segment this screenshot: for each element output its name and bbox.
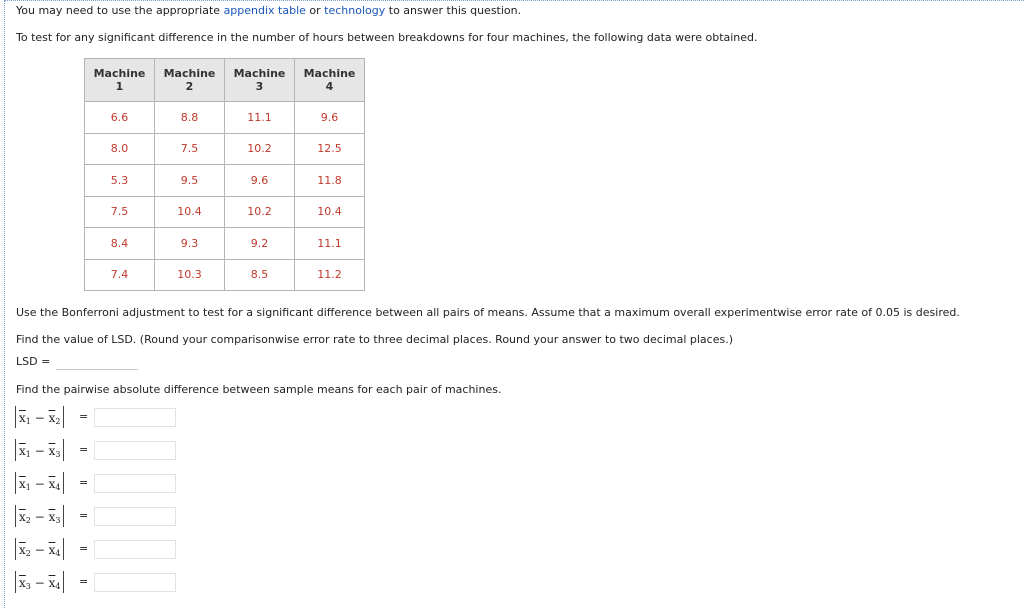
intro-middle: or (305, 4, 325, 17)
table-row (85, 102, 365, 134)
table-cell: 11.1 (295, 228, 365, 260)
header-machine-1: Machine 1 (85, 59, 155, 102)
pair-row-2-4 (15, 538, 185, 560)
diff-input-1-4[interactable] (94, 474, 176, 493)
equals-sign: = (79, 509, 89, 522)
pair-row-1-3 (15, 439, 185, 461)
table-cell: 7.4 (85, 259, 155, 291)
diff-input-2-3[interactable] (94, 507, 176, 526)
table-cell: 8.4 (85, 228, 155, 260)
diff-input-2-4[interactable] (94, 540, 176, 559)
top-border (4, 0, 1024, 1)
equals-sign: = (79, 443, 89, 456)
abs-diff-expression: $\overline{x}_1 - \overline{x}_2$ (15, 406, 64, 428)
machine-data-table (84, 58, 365, 291)
table-row (85, 165, 365, 197)
table-cell: 10.3 (155, 259, 225, 291)
table-cell: 10.4 (155, 196, 225, 228)
table-header-row (85, 59, 365, 102)
table-cell: 10.2 (225, 196, 295, 228)
table-cell: 8.0 (85, 133, 155, 165)
table-cell: 8.5 (225, 259, 295, 291)
table-cell: 9.2 (225, 228, 295, 260)
equals-sign: = (79, 575, 89, 588)
table-cell: 11.1 (225, 102, 295, 134)
abs-diff-expression: $\overline{x}_1 - \overline{x}_3$ (15, 439, 64, 461)
table-cell: 11.8 (295, 165, 365, 197)
pairwise-instructions: Find the pairwise absolute difference between sample means for each pair of machines. (16, 383, 502, 396)
table-row (85, 259, 365, 291)
pair-row-3-4 (15, 571, 185, 593)
left-border (4, 0, 5, 608)
abs-diff-expression: $\overline{x}_2 - \overline{x}_4$ (15, 538, 64, 560)
header-machine-3: Machine 3 (225, 59, 295, 102)
table-cell: 11.2 (295, 259, 365, 291)
equals-sign: = (79, 476, 89, 489)
pair-row-1-2 (15, 406, 185, 428)
diff-input-1-2[interactable] (94, 408, 176, 427)
table-cell: 9.6 (225, 165, 295, 197)
appendix-table-link[interactable]: appendix table (223, 4, 306, 17)
table-cell: 7.5 (155, 133, 225, 165)
table-cell: 10.4 (295, 196, 365, 228)
table-cell: 8.8 (155, 102, 225, 134)
intro-prefix: You may need to use the appropriate (16, 4, 224, 17)
table-cell: 9.6 (295, 102, 365, 134)
table-cell: 12.5 (295, 133, 365, 165)
intro-suffix: to answer this question. (385, 4, 522, 17)
table-cell: 7.5 (85, 196, 155, 228)
table-row (85, 196, 365, 228)
table-cell: 5.3 (85, 165, 155, 197)
table-cell: 9.5 (155, 165, 225, 197)
diff-input-1-3[interactable] (94, 441, 176, 460)
lsd-input[interactable] (56, 355, 138, 370)
pair-row-1-4 (15, 472, 185, 494)
table-cell: 9.3 (155, 228, 225, 260)
equals-sign: = (79, 542, 89, 555)
abs-diff-expression: $\overline{x}_3 - \overline{x}_4$ (15, 571, 64, 593)
abs-diff-expression: $\overline{x}_2 - \overline{x}_3$ (15, 505, 64, 527)
diff-input-3-4[interactable] (94, 573, 176, 592)
technology-link[interactable]: technology (324, 4, 386, 17)
lsd-instructions: Find the value of LSD. (Round your comparisonwise error rate to three decimal places. Round your answer to two decimal places.) (16, 333, 733, 346)
question-text: To test for any significant difference in the number of hours between breakdowns for four machines, the following data were obtained. (16, 31, 758, 44)
table-cell: 6.6 (85, 102, 155, 134)
pair-row-2-3 (15, 505, 185, 527)
abs-diff-expression: $\overline{x}_1 - \overline{x}_4$ (15, 472, 64, 494)
header-machine-4: Machine 4 (295, 59, 365, 102)
lsd-label: LSD = (16, 355, 51, 368)
header-machine-2: Machine 2 (155, 59, 225, 102)
table-row (85, 228, 365, 260)
bonferroni-instructions: Use the Bonferroni adjustment to test for a significant difference between all pairs of means. Assume that a maximum overall experimentwise error rate of 0.05 is desired. (16, 306, 960, 319)
equals-sign: = (79, 410, 89, 423)
intro-text (16, 4, 521, 17)
table-row (85, 133, 365, 165)
table-cell: 10.2 (225, 133, 295, 165)
